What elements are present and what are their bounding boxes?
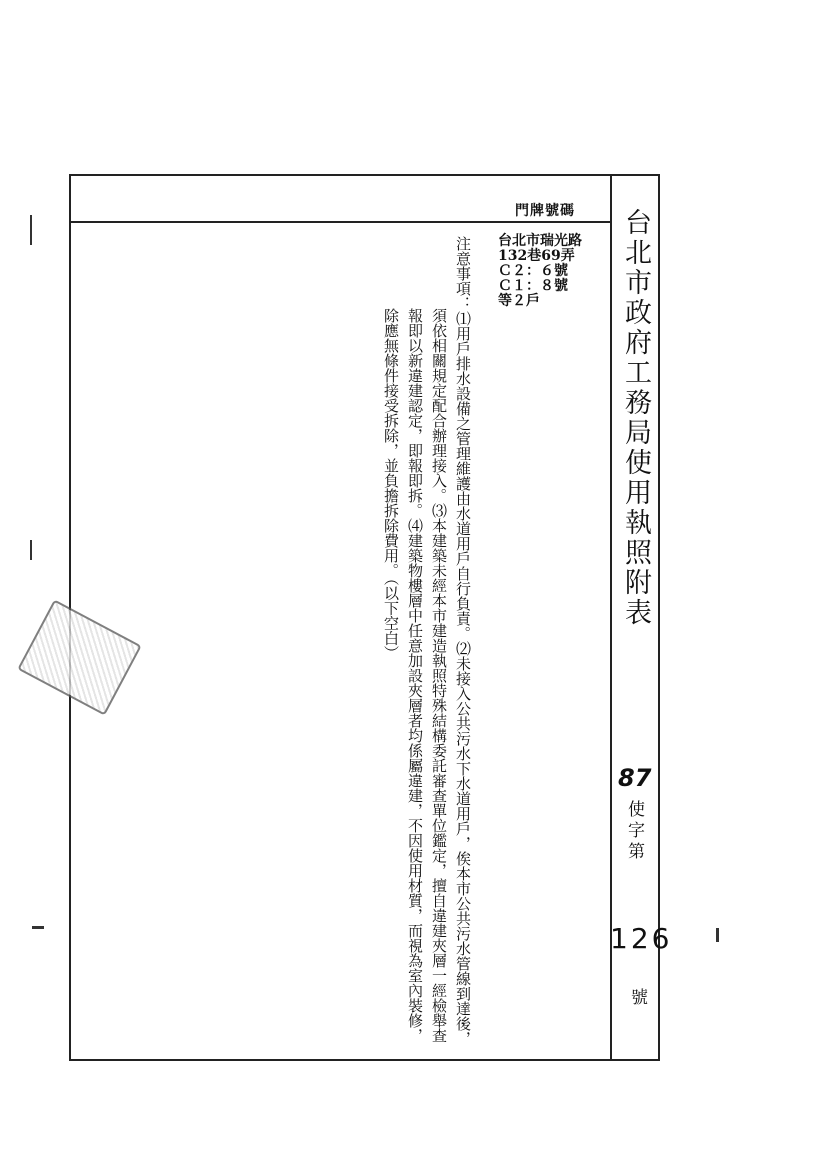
address-line: Ｃ１：８號 [498, 278, 568, 294]
header-divider [69, 221, 612, 223]
address-block [498, 234, 582, 309]
address-line: 等２戶 [498, 293, 540, 309]
note-column: 報即以新違建認定，即報即拆。⑷建築物樓層中任意加設夾層者均係屬違建，不因使用材質，而視為室內裝修， [406, 308, 424, 1043]
note-column: 除應無條件接受拆除，並負擔拆除費用。（以下空白） [382, 308, 400, 661]
scan-mark [30, 215, 32, 245]
door-number-label: 門牌號碼 [515, 203, 575, 219]
scan-mark [32, 926, 44, 929]
license-suffix: 號 [627, 988, 647, 1005]
notes-block [364, 236, 476, 1056]
scan-mark [30, 540, 32, 560]
note-column: 須依相關規定配合辦理接入。⑶本建築未經本市建造執照特殊結構委託審查單位鑑定，擅自違建夾層一經檢舉查 [430, 308, 448, 1043]
address-line: 台北市瑞光路 [498, 233, 582, 249]
license-year: 87 [618, 764, 652, 792]
form-title: 台北市政府工務局使用執照附表 [620, 208, 651, 628]
note-column: 注意事項：⑴用戶排水設備之管理維護由水道用戶自行負責。⑵未接入公共污水下水道用戶，俟本市公共污水管線到達後， [454, 236, 472, 1046]
address-line: Ｃ２：６號 [498, 263, 568, 279]
scan-mark [716, 928, 719, 942]
license-number: 126 [610, 922, 673, 955]
address-line: 132巷69弄 [498, 248, 575, 264]
license-type: 使字第 [624, 800, 644, 863]
